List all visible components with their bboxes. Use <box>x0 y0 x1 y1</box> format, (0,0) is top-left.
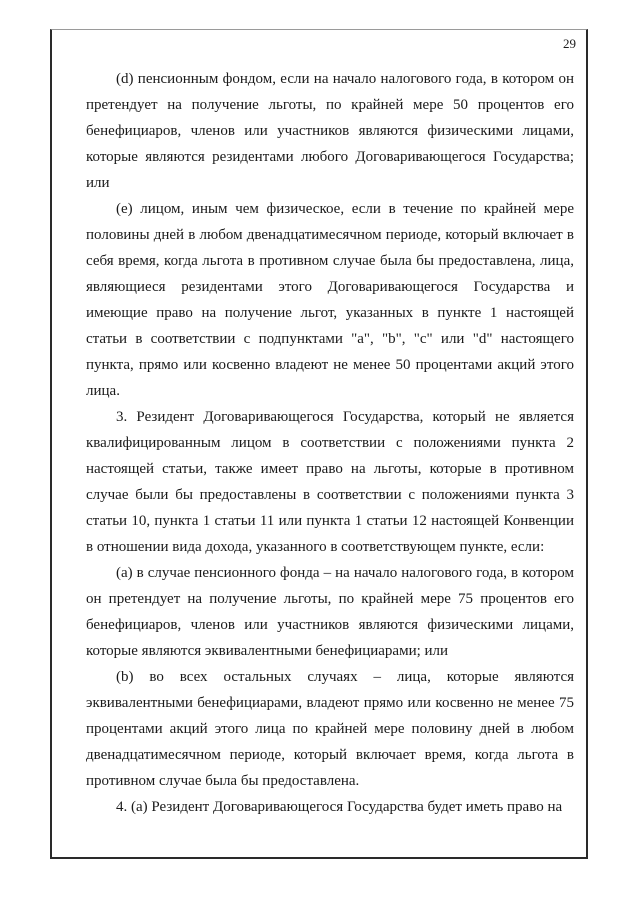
paragraph-d-pension-fund: (d) пенсионным фондом, если на начало налогового года, в котором он претендует на получение льготы, по крайней мере 50 процентов его бенефициаров, членов или участников являются физическими лицами, которые являются резидентами любого Договаривающегося Государства; или <box>86 71 574 191</box>
document-body <box>86 66 574 820</box>
paragraph-e-non-individual: (e) лицом, иным чем физическое, если в течение по крайней мере половины дней в любом двенадцатимесячном периоде, который включает в себя время, когда льгота в противном случае была бы предоставлена, лица, являющиеся резидентами этого Договаривающегося Государства и имеющие право на получение льгот, указанных в пункте 1 настоящей статьи в соответствии с подпунктами "а", "b", "с" или "d" настоящего пункта, прямо или косвенно владеют не менее 50 процентами акций этого лица. <box>86 201 574 399</box>
paragraph-3-resident: 3. Резидент Договаривающегося Государства, который не является квалифицированным лицом в соответствии с положениями пункта 2 настоящей статьи, также имеет право на льготы, которые в противном случае были бы предоставлены в соответствии с положениями пункта 3 статьи 10, пункта 1 статьи 11 или пункта 1 статьи 12 настоящей Конвенции в отношении вида дохода, указанного в соответствующем пункте, если: <box>86 409 574 555</box>
page-number: 29 <box>563 36 576 51</box>
paragraph-a-pension-fund: (а) в случае пенсионного фонда – на начало налогового года, в котором он претендует на получение льготы, по крайней мере 75 процентов его бенефициаров, членов или участников являются физическими лицами, которые являются эквивалентными бенефициарами; или <box>86 565 574 659</box>
paragraph-b-other-cases: (b) во всех остальных случаях – лица, которые являются эквивалентными бенефициарами, владеют прямо или косвенно не менее 75 процентами акций этого лица по крайней мере половину дней в любом двенадцатимесячном периоде, который включает время, когда льгота в противном случае была бы предоставлена. <box>86 669 574 789</box>
paragraph-4-resident: 4. (а) Резидент Договаривающегося Государства будет иметь право на <box>116 799 563 815</box>
